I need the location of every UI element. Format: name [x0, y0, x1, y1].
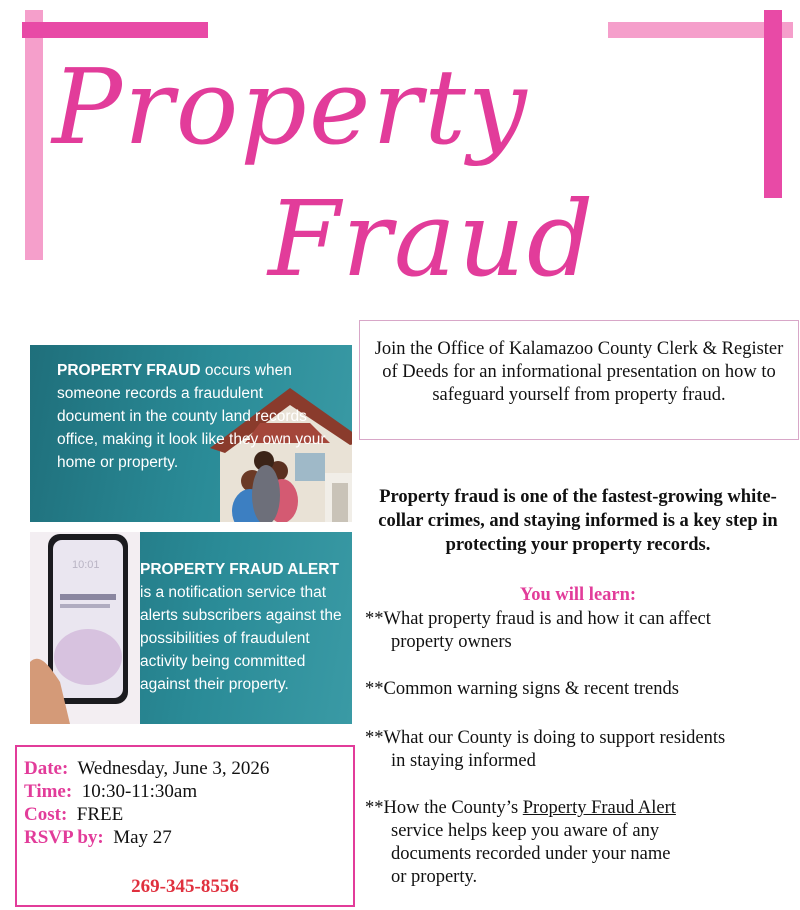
- property-fraud-definition: PROPERTY FRAUD occurs when someone records a fraudulent document in the county land records office, making it look like they own your home or property.: [57, 362, 326, 471]
- property-fraud-info-card: [30, 345, 352, 522]
- page-title-line1: Property: [52, 46, 529, 168]
- learn-item-fraud-alert-service: **How the County’s Property Fraud Alert service helps keep you aware of any documents recorded under your name or property.: [365, 798, 676, 887]
- property-fraud-alert-link[interactable]: Property Fraud Alert: [522, 798, 676, 818]
- rsvp-phone-number[interactable]: 269-345-8556: [131, 876, 239, 897]
- page-title-line2: Fraud: [268, 178, 596, 300]
- learn-item-what-is-fraud: **What property fraud is and how it can affect property owners: [365, 609, 711, 652]
- headline-statement: Property fraud is one of the fastest-growing white-collar crimes, and staying informed is a key step in protecting your property records.: [378, 487, 778, 555]
- property-fraud-alert-card: [30, 532, 352, 724]
- learn-heading: You will learn:: [519, 585, 637, 605]
- cost-row: Cost: FREE: [24, 804, 124, 825]
- smartphone-illustration: [30, 532, 140, 724]
- decorative-bar-right-vertical: [764, 10, 782, 198]
- property-fraud-alert-description: PROPERTY FRAUD ALERT is a notification service that alerts subscribers against the possibilities of fraudulent activity being committed against their property.: [140, 561, 342, 693]
- date-row: Date: Wednesday, June 3, 2026: [24, 758, 270, 779]
- learn-item-county-support: **What our County is doing to support residents in staying informed: [365, 728, 726, 771]
- phone-clock-text: 10:01: [72, 559, 100, 571]
- learn-item-warning-signs: **Common warning signs & recent trends: [365, 679, 679, 699]
- time-row: Time: 10:30-11:30am: [24, 781, 198, 802]
- intro-box: Join the Office of Kalamazoo County Clerk & Register of Deeds for an informational presentation on how to safeguard yourself from property fraud.: [359, 320, 799, 440]
- decorative-bar-left-horizontal: [22, 22, 208, 38]
- event-details-box: [15, 745, 355, 907]
- decorative-bar-left-vertical: [25, 10, 43, 260]
- rsvp-row: RSVP by: May 27: [24, 827, 172, 848]
